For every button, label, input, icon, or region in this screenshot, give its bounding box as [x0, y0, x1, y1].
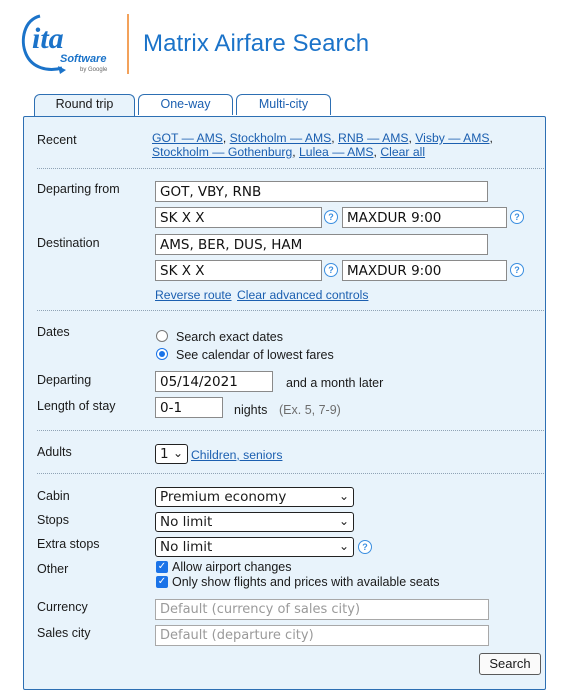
cabin-select[interactable]	[155, 487, 354, 507]
reverse-route-link[interactable]: Reverse route	[155, 288, 232, 302]
other-label: Other	[37, 562, 69, 576]
cabin-value: Premium economy	[160, 489, 287, 505]
clear-advanced-controls-link[interactable]: Clear advanced controls	[237, 288, 369, 302]
dates-label: Dates	[37, 325, 70, 339]
recent-link[interactable]: Visby — AMS	[415, 131, 490, 145]
divider	[37, 310, 544, 311]
divider	[37, 430, 544, 431]
stops-value: No limit	[160, 514, 213, 530]
cabin-label: Cabin	[37, 489, 70, 503]
header-divider	[127, 14, 129, 74]
adults-value: 1	[160, 446, 169, 462]
recent-link[interactable]: Stockholm — AMS	[229, 131, 332, 145]
logo-software: Software	[60, 53, 107, 65]
search-exact-dates-label: Search exact dates	[176, 330, 284, 344]
help-icon[interactable]: ?	[510, 263, 524, 277]
chevron-down-icon: ⌄	[172, 446, 183, 460]
allow-airport-changes-label: Allow airport changes	[172, 560, 292, 574]
see-calendar-radio[interactable]	[156, 348, 168, 360]
currency-input[interactable]: Default (currency of sales city)	[155, 599, 489, 620]
extra-stops-label: Extra stops	[37, 537, 100, 551]
recent-link[interactable]: Stockholm — Gothenburg	[152, 145, 293, 159]
recent-label: Recent	[37, 133, 77, 147]
divider	[37, 168, 544, 169]
help-icon[interactable]: ?	[324, 210, 338, 224]
destination-label: Destination	[37, 236, 100, 250]
tab-multi-city[interactable]: Multi-city	[236, 94, 331, 115]
header	[0, 0, 569, 95]
only-available-seats-label: Only show flights and prices with available seats	[172, 575, 440, 589]
extra-stops-value: No limit	[160, 539, 213, 555]
sales-city-input[interactable]: Default (departure city)	[155, 625, 489, 646]
search-button[interactable]: Search	[479, 653, 541, 675]
chevron-down-icon: ⌄	[338, 514, 349, 528]
departing-routing-codes-input[interactable]: SK X X	[155, 207, 322, 228]
help-icon[interactable]: ?	[324, 263, 338, 277]
stops-select[interactable]	[155, 512, 354, 532]
page-title: Matrix Airfare Search	[143, 30, 370, 57]
search-exact-dates-radio[interactable]	[156, 330, 168, 342]
departing-date-label: Departing	[37, 373, 92, 387]
departing-date-suffix: and a month later	[286, 376, 384, 390]
children-seniors-link[interactable]: Children, seniors	[191, 448, 283, 462]
extra-stops-select[interactable]	[155, 537, 354, 557]
departing-from-input[interactable]: GOT, VBY, RNB	[155, 181, 488, 202]
nights-label: nights	[234, 403, 268, 417]
recent-link[interactable]: Lulea — AMS	[299, 145, 374, 159]
stay-hint: (Ex. 5, 7-9)	[279, 403, 341, 417]
adults-label: Adults	[37, 445, 72, 459]
length-of-stay-label: Length of stay	[37, 399, 116, 413]
departing-extension-codes-input[interactable]: MAXDUR 9:00	[342, 207, 507, 228]
logo-by-google: by Google	[80, 67, 108, 73]
tab-round-trip[interactable]: Round trip	[34, 94, 135, 117]
length-of-stay-input[interactable]: 0-1	[155, 397, 223, 418]
destination-input[interactable]: AMS, BER, DUS, HAM	[155, 234, 488, 255]
help-icon[interactable]: ?	[510, 210, 524, 224]
only-available-seats-checkbox[interactable]: ✓	[157, 576, 167, 587]
adults-select[interactable]	[155, 444, 188, 464]
see-calendar-label: See calendar of lowest fares	[176, 348, 334, 362]
destination-extension-codes-input[interactable]: MAXDUR 9:00	[342, 260, 507, 281]
recent-searches: GOT — AMS, Stockholm — AMS, RNB — AMS, Visby — AMS, Stockholm — Gothenburg, Lulea — AMS, Clear all	[152, 131, 493, 159]
recent-link[interactable]: GOT — AMS	[152, 131, 223, 145]
recent-link[interactable]: RNB — AMS	[338, 131, 409, 145]
clear-all-link[interactable]: Clear all	[380, 145, 426, 159]
search-form-panel	[23, 116, 546, 690]
sales-city-label: Sales city	[37, 626, 91, 640]
tab-one-way[interactable]: One-way	[138, 94, 233, 115]
departing-date-input[interactable]: 05/14/2021	[155, 371, 273, 392]
stops-label: Stops	[37, 513, 69, 527]
chevron-down-icon: ⌄	[338, 539, 349, 553]
help-icon[interactable]: ?	[358, 540, 372, 554]
currency-label: Currency	[37, 600, 88, 614]
logo-wordmark: ita	[32, 22, 64, 55]
chevron-down-icon: ⌄	[338, 489, 349, 503]
ita-software-logo	[18, 10, 122, 76]
departing-from-label: Departing from	[37, 182, 120, 196]
destination-routing-codes-input[interactable]: SK X X	[155, 260, 322, 281]
allow-airport-changes-checkbox[interactable]: ✓	[157, 561, 167, 572]
divider	[37, 473, 544, 474]
